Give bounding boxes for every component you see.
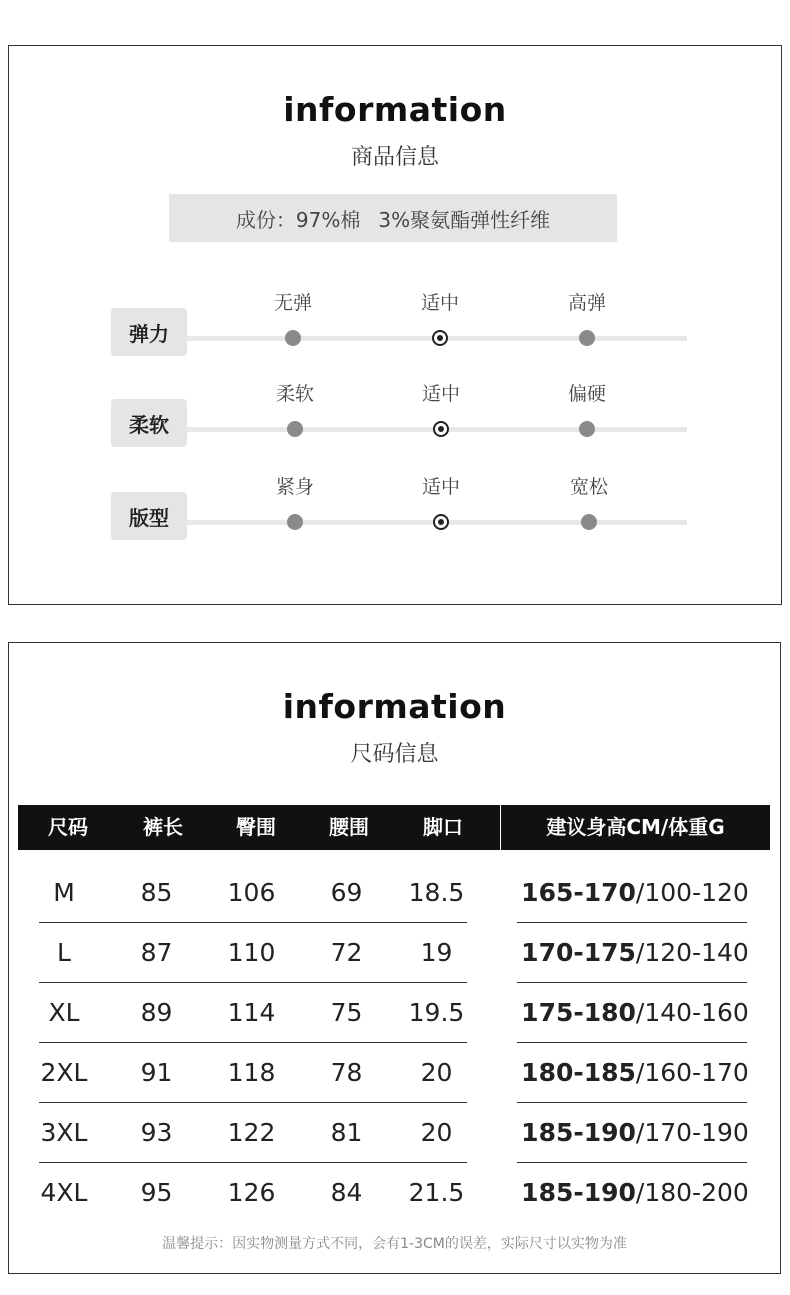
recommendation-header bbox=[501, 805, 770, 850]
cell-hip: 122 bbox=[227, 1118, 276, 1147]
cell-waist: 81 bbox=[330, 1118, 363, 1147]
scale-option: 偏硬 bbox=[567, 383, 606, 405]
scale-dot-selected bbox=[432, 330, 448, 346]
cell-length: 93 bbox=[140, 1118, 173, 1147]
product-info-panel bbox=[8, 45, 782, 605]
cell-size: 2XL bbox=[40, 1058, 88, 1087]
cell-waist: 69 bbox=[330, 878, 363, 907]
scale-row-fit bbox=[111, 472, 691, 532]
scale-option: 柔软 bbox=[275, 383, 314, 405]
table-row bbox=[9, 1103, 782, 1163]
recommended-height: 185-190 bbox=[521, 1118, 636, 1147]
scale-option: 适中 bbox=[421, 476, 460, 498]
recommended-weight: /100-120 bbox=[635, 878, 749, 907]
composition-spandex: 3%聚氨酯弹性纤维 bbox=[378, 207, 551, 232]
scale-row-softness bbox=[111, 379, 691, 439]
header-hem: 脚口 bbox=[423, 815, 463, 839]
cell-waist: 84 bbox=[330, 1178, 363, 1207]
table-row bbox=[9, 863, 782, 923]
composition-box bbox=[169, 194, 617, 242]
header-recommendation: 建议身高CM/体重G bbox=[546, 815, 725, 839]
recommended-weight: /170-190 bbox=[635, 1118, 749, 1147]
recommended-weight: /140-160 bbox=[635, 998, 749, 1027]
scale-dot bbox=[287, 421, 303, 437]
cell-recommendation bbox=[517, 1043, 753, 1103]
scale-dot bbox=[579, 330, 595, 346]
table-row bbox=[9, 1163, 782, 1223]
cell-hip: 106 bbox=[227, 878, 276, 907]
cell-hip: 110 bbox=[227, 938, 276, 967]
size-info-title-en: information bbox=[282, 687, 507, 726]
cell-length: 95 bbox=[140, 1178, 173, 1207]
cell-recommendation bbox=[517, 1103, 753, 1163]
scale-row-elasticity bbox=[111, 288, 691, 348]
composition-label: 成份： bbox=[235, 207, 296, 232]
cell-length: 91 bbox=[140, 1058, 173, 1087]
table-row bbox=[9, 983, 782, 1043]
table-row bbox=[9, 1043, 782, 1103]
cell-hip: 114 bbox=[227, 998, 276, 1027]
table-row bbox=[9, 923, 782, 983]
header-waist: 腰围 bbox=[329, 815, 369, 839]
cell-recommendation bbox=[517, 983, 753, 1043]
recommended-height: 165-170 bbox=[521, 878, 636, 907]
cell-waist: 75 bbox=[330, 998, 363, 1027]
size-info-title-cn: 尺码信息 bbox=[350, 742, 439, 767]
cell-size: 3XL bbox=[40, 1118, 88, 1147]
scale-option: 宽松 bbox=[569, 476, 608, 498]
composition-cotton: 97%棉 bbox=[295, 207, 361, 232]
scale-label: 柔软 bbox=[111, 399, 187, 447]
cell-size: M bbox=[53, 878, 75, 907]
cell-length: 89 bbox=[140, 998, 173, 1027]
cell-length: 87 bbox=[140, 938, 173, 967]
scale-option: 适中 bbox=[421, 383, 460, 405]
cell-hem: 19 bbox=[420, 938, 453, 967]
scale-dot-selected bbox=[433, 421, 449, 437]
recommended-height: 180-185 bbox=[521, 1058, 636, 1087]
recommended-height: 170-175 bbox=[521, 938, 636, 967]
footnote: 温馨提示：因实物测量方式不同，会有1-3CM的误差，实际尺寸以实物为准 bbox=[162, 1236, 627, 1252]
cell-size: XL bbox=[48, 998, 80, 1027]
cell-size: L bbox=[57, 938, 71, 967]
recommended-weight: /180-200 bbox=[635, 1178, 749, 1207]
recommended-weight: /160-170 bbox=[635, 1058, 749, 1087]
scale-dot bbox=[287, 514, 303, 530]
recommended-height: 175-180 bbox=[521, 998, 636, 1027]
cell-recommendation bbox=[517, 923, 753, 983]
scale-label: 版型 bbox=[111, 492, 187, 540]
scale-option: 高弹 bbox=[567, 292, 606, 314]
cell-hem: 21.5 bbox=[408, 1178, 465, 1207]
scale-option: 紧身 bbox=[275, 476, 314, 498]
cell-hem: 19.5 bbox=[408, 998, 465, 1027]
scale-option: 无弹 bbox=[273, 292, 312, 314]
header-length: 裤长 bbox=[143, 815, 183, 839]
cell-recommendation bbox=[517, 863, 753, 923]
recommended-height: 185-190 bbox=[521, 1178, 636, 1207]
cell-waist: 78 bbox=[330, 1058, 363, 1087]
cell-recommendation bbox=[517, 1163, 753, 1223]
scale-dot bbox=[579, 421, 595, 437]
cell-size: 4XL bbox=[40, 1178, 88, 1207]
product-info-title-cn: 商品信息 bbox=[350, 145, 439, 170]
size-table-header bbox=[18, 805, 500, 850]
scale-option: 适中 bbox=[420, 292, 459, 314]
cell-length: 85 bbox=[140, 878, 173, 907]
recommended-weight: /120-140 bbox=[635, 938, 749, 967]
cell-hem: 20 bbox=[420, 1058, 453, 1087]
header-hip: 臀围 bbox=[236, 815, 276, 839]
product-info-title-en: information bbox=[283, 90, 507, 129]
scale-dot-selected bbox=[433, 514, 449, 530]
scale-dot bbox=[285, 330, 301, 346]
scale-dot bbox=[581, 514, 597, 530]
cell-hem: 18.5 bbox=[408, 878, 465, 907]
cell-hem: 20 bbox=[420, 1118, 453, 1147]
cell-hip: 118 bbox=[227, 1058, 276, 1087]
cell-waist: 72 bbox=[330, 938, 363, 967]
header-size: 尺码 bbox=[48, 815, 88, 839]
scale-label: 弹力 bbox=[111, 308, 187, 356]
cell-hip: 126 bbox=[227, 1178, 276, 1207]
size-info-panel bbox=[8, 642, 781, 1274]
